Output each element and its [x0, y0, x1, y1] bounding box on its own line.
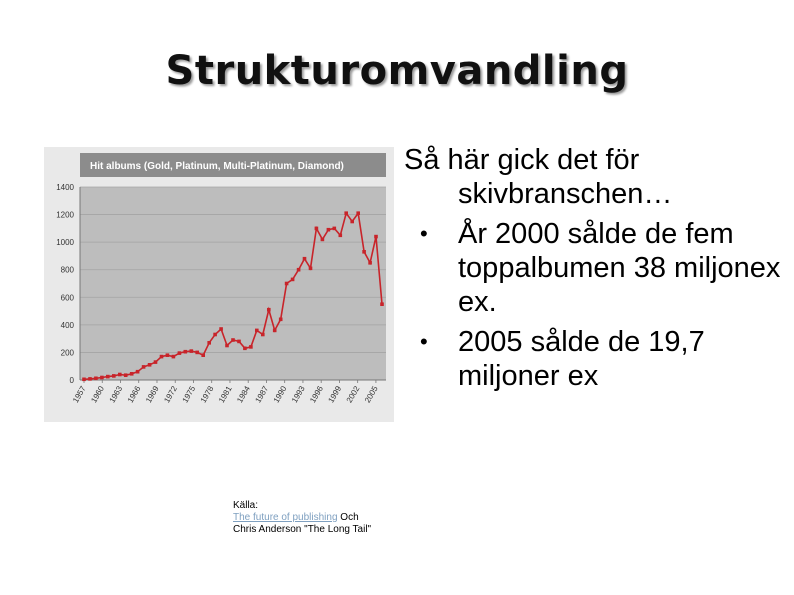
x-tick-label: 2002 [344, 384, 362, 405]
data-point [261, 333, 265, 337]
data-point [237, 340, 241, 344]
chart-title: Hit albums (Gold, Platinum, Multi-Platinum, Diamond) [90, 161, 344, 172]
slide-title: Strukturomvandling [165, 48, 629, 94]
data-point [374, 235, 378, 239]
data-point [148, 363, 152, 367]
data-point [285, 282, 289, 286]
y-tick-label: 1200 [56, 210, 74, 220]
source-label: Källa: [233, 500, 259, 511]
x-tick-label: 1996 [308, 384, 325, 405]
intro-line-1: Så här gick det för [404, 144, 640, 176]
chart-svg [44, 147, 394, 422]
data-point [368, 261, 372, 265]
data-point [303, 257, 307, 261]
bullet-text: 2005 sålde de 19,7 miljoner ex [458, 326, 705, 392]
y-tick-label: 600 [60, 293, 74, 303]
bullet-dot: • [420, 221, 428, 246]
data-point [344, 211, 348, 215]
y-tick-label: 1400 [56, 183, 74, 192]
data-point [339, 234, 343, 238]
data-point [82, 378, 86, 382]
data-point [291, 278, 295, 282]
data-point [136, 370, 140, 374]
source-note [233, 500, 383, 536]
data-point [279, 318, 283, 322]
x-tick-label: 1993 [289, 384, 307, 405]
data-point [207, 341, 211, 345]
data-point [309, 267, 313, 271]
bullet-item-2000 [404, 217, 784, 319]
data-point [327, 228, 331, 232]
x-tick-label: 1978 [198, 384, 216, 405]
x-tick-label: 1963 [107, 384, 125, 405]
x-tick-label: 1960 [89, 384, 106, 405]
intro-text [404, 143, 784, 211]
data-point [154, 360, 158, 364]
x-tick-label: 2005 [362, 384, 380, 405]
data-point [166, 353, 170, 357]
x-tick-label: 1957 [71, 384, 88, 405]
x-tick-label: 1972 [162, 384, 179, 405]
data-point [267, 308, 271, 312]
y-tick-label: 400 [60, 320, 74, 330]
source-link[interactable]: The future of publishing [233, 512, 338, 523]
x-tick-label: 1999 [326, 384, 344, 405]
source-rest: Och Chris Anderson "The Long Tail" [233, 512, 372, 535]
data-point [106, 375, 110, 379]
data-point [213, 333, 217, 337]
x-tick-label: 1969 [144, 384, 161, 405]
data-point [321, 238, 325, 242]
hit-albums-chart [44, 147, 394, 422]
x-tick-label: 1990 [271, 384, 289, 405]
x-tick-label: 1975 [180, 384, 198, 405]
data-point [362, 250, 366, 254]
data-point [243, 347, 247, 351]
data-point [273, 329, 277, 333]
data-point [118, 373, 122, 377]
data-point [88, 377, 92, 381]
data-point [124, 373, 128, 377]
data-point [219, 327, 223, 331]
x-tick-label: 1981 [216, 384, 234, 405]
bullet-text: År 2000 sålde de fem toppalbumen 38 miljonex ex. [458, 218, 781, 318]
y-tick-label: 200 [60, 348, 74, 358]
data-point [297, 268, 301, 272]
bullet-list [404, 143, 784, 393]
data-point [249, 345, 253, 349]
data-point [225, 344, 229, 348]
data-point [255, 329, 259, 333]
x-tick-label: 1966 [125, 384, 143, 405]
bullet-dot: • [420, 329, 428, 354]
x-tick-label: 1987 [253, 384, 271, 405]
data-point [380, 302, 384, 306]
data-point [112, 374, 116, 378]
y-tick-label: 0 [69, 376, 74, 385]
data-point [333, 227, 337, 231]
data-point [350, 220, 354, 224]
data-point [94, 377, 98, 381]
data-point [231, 338, 235, 342]
y-tick-label: 800 [60, 265, 74, 275]
x-tick-label: 1984 [235, 384, 252, 405]
data-point [201, 353, 205, 357]
data-point [142, 365, 146, 369]
data-point [315, 227, 319, 231]
data-point [130, 372, 134, 376]
y-tick-label: 1000 [56, 238, 74, 248]
data-point [160, 355, 164, 359]
bullet-item-2005 [404, 325, 784, 393]
intro-line-2: skivbranschen… [458, 178, 673, 210]
plot-area [80, 187, 386, 380]
data-point [184, 350, 188, 354]
data-point [356, 211, 360, 215]
data-point [195, 351, 199, 355]
data-point [172, 355, 176, 359]
data-point [190, 349, 194, 353]
data-point [100, 376, 104, 380]
data-point [178, 351, 182, 355]
